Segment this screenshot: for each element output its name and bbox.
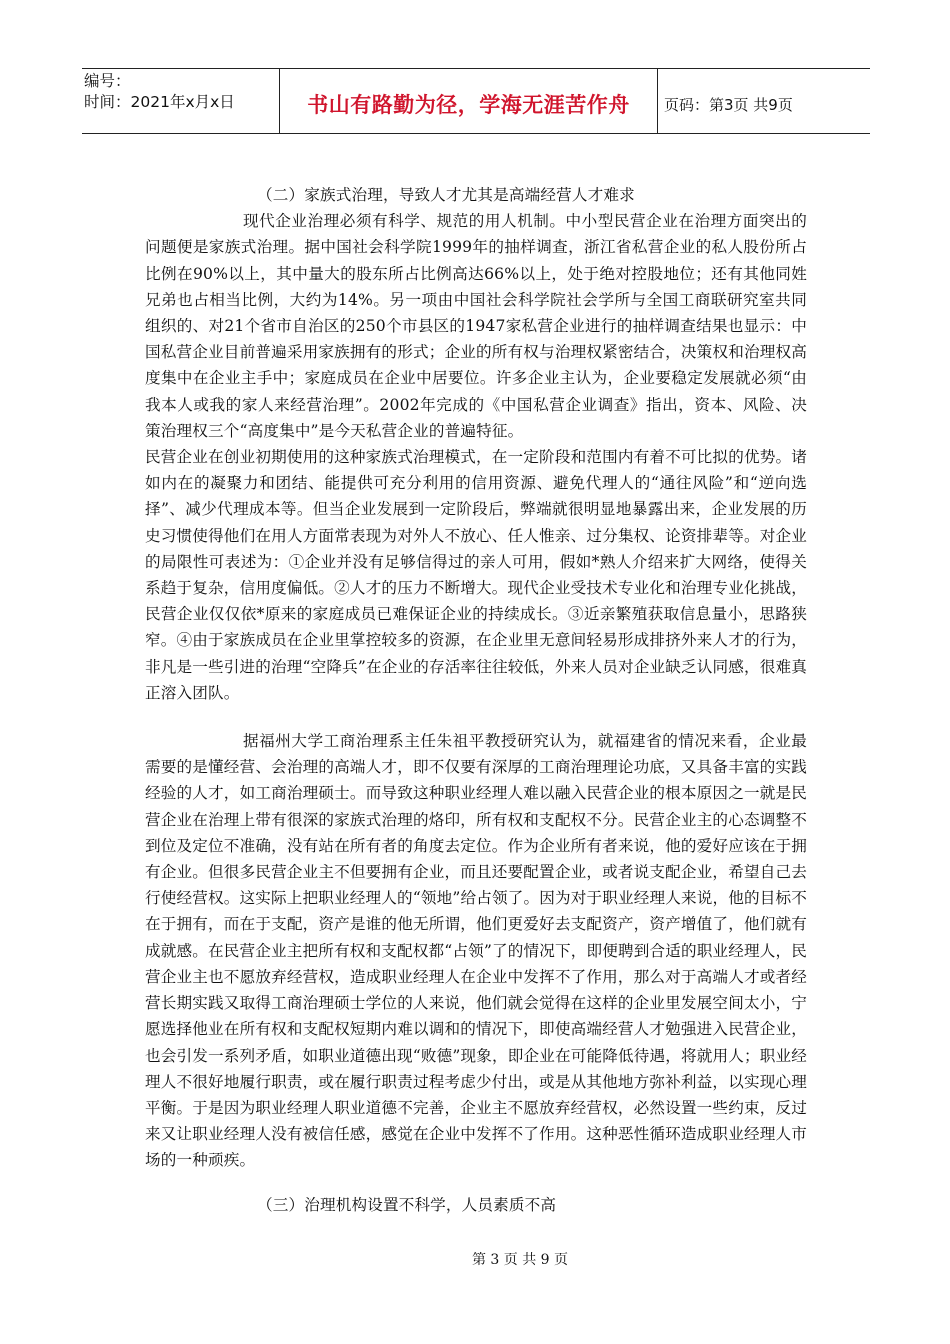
section-heading-3: （三）治理机构设置不科学，人员素质不高 xyxy=(257,1195,557,1214)
document-date: 时间：2021年x月x日 xyxy=(84,93,235,111)
paragraph-1: 现代企业治理必须有科学、规范的用人机制。中小型民营企业在治理方面突出的问题便是家族式治理。据中国社会科学院1999年的抽样调查，浙江省私营企业的私人股份所占比例在90%以上，其中量大的股东所占比例高达66%以上，处于绝对控股地位；还有其他同姓兄弟也占相当比例，大约为14%。另一项由中国社会科学院社会学所与全国工商联研究室共同组织的、对21个省市自治区的250个市县区的1947家私营企业进行的抽样调查结果也显示：中国私营企业目前普遍采用家族拥有的形式；企业的所有权与治理权紧密结合，决策权和治理权高度集中在企业主手中；家庭成员在企业中居要位。许多企业主认为，企业要稳定发展就必须“由我本人或我的家人来经营治理”。2002年完成的《中国私营企业调查》指出，资本、风险、决策治理权三个“高度集中”是今天私营企业的普遍特征。 xyxy=(145,212,807,440)
header-motto: 书山有路勤为径，学海无涯苦作舟 xyxy=(280,69,658,133)
page-header xyxy=(82,68,870,134)
paragraph-spacer xyxy=(145,1174,807,1192)
document-number-label: 编号： xyxy=(84,72,131,90)
paragraph-2: 民营企业在创业初期使用的这种家族式治理模式，在一定阶段和范围内有着不可比拟的优势。诸如内在的凝聚力和团结、能提供可充分利用的信用资源、避免代理人的“通往风险”和“逆向选择”、减少代理成本等。但当企业发展到一定阶段后，弊端就很明显地暴露出来，企业发展的历史习惯使得他们在用人方面常表现为对外人不放心、任人惟亲、过分集权、论资排辈等。对企业的局限性可表述为：①企业并没有足够信得过的亲人可用，假如*熟人介绍来扩大网络，使得关系趋于复杂，信用度偏低。②人才的压力不断增大。现代企业受技术专业化和治理专业化挑战，民营企业仅仅依*原来的家庭成员已难保证企业的持续成长。③近亲繁殖获取信息量小，思路狭窄。④由于家族成员在企业里掌控较多的资源，在企业里无意间轻易形成排挤外来人才的行为，非凡是一些引进的治理“空降兵”在企业的存活率往往较低，外来人员对企业缺乏认同感，很难真正溶入团队。 xyxy=(145,448,807,702)
section-heading-2: （二）家族式治理，导致人才尤其是高端经营人才难求 xyxy=(257,186,635,204)
page-footer: 第 3 页 共 9 页 xyxy=(471,1252,569,1268)
paragraph-3: 据福州大学工商治理系主任朱祖平教授研究认为，就福建省的情况来看，企业最需要的是懂经营、会治理的高端人才，即不仅要有深厚的工商治理理论功底，又具备丰富的实践经验的人才，如工商治理硕士。而导致这种职业经理人难以融入民营企业的根本原因之一就是民营企业在治理上带有很深的家族式治理的烙印，所有权和支配权不分。民营企业主的心态调整不到位及定位不准确，没有站在所有者的角度去定位。作为企业所有者来说，他的爱好应该在于拥有企业。但很多民营企业主不但要拥有企业，而且还要配置企业，或者说支配企业，希望自己去行使经营权。这实际上把职业经理人的“领地”给占领了。因为对于职业经理人来说，他的目标不在于拥有，而在于支配，资产是谁的他无所谓，他们更爱好去支配资产，资产增值了，他们就有成就感。在民营企业主把所有权和支配权都“占领”了的情况下，即便聘到合适的职业经理人，民营企业主也不愿放弃经营权，造成职业经理人在企业中发挥不了作用，那么对于高端人才或者经营长期实践又取得工商治理硕士学位的人来说，他们就会觉得在这样的企业里发展空间太小，宁愿选择他业在所有权和支配权短期内难以调和的情况下，即使高端经营人才勉强进入民营企业，也会引发一系列矛盾，如职业道德出现“败德”现象，即企业在可能降低待遇，将就用人；职业经理人不很好地履行职责，或在履行职责过程考虑少付出，或是从其他地方弥补利益，以实现心理平衡。于是因为职业经理人职业道德不完善，企业主不愿放弃经营权，必然设置一些约束，反过来又让职业经理人没有被信任感，感觉在企业中发挥不了作用。这种恶性循环造成职业经理人市场的一种顽疾。 xyxy=(145,732,807,1170)
header-meta xyxy=(82,69,280,133)
paragraph-spacer xyxy=(145,706,807,728)
header-page-number: 页码：第3页 共9页 xyxy=(664,95,793,114)
document-body xyxy=(145,182,807,1218)
